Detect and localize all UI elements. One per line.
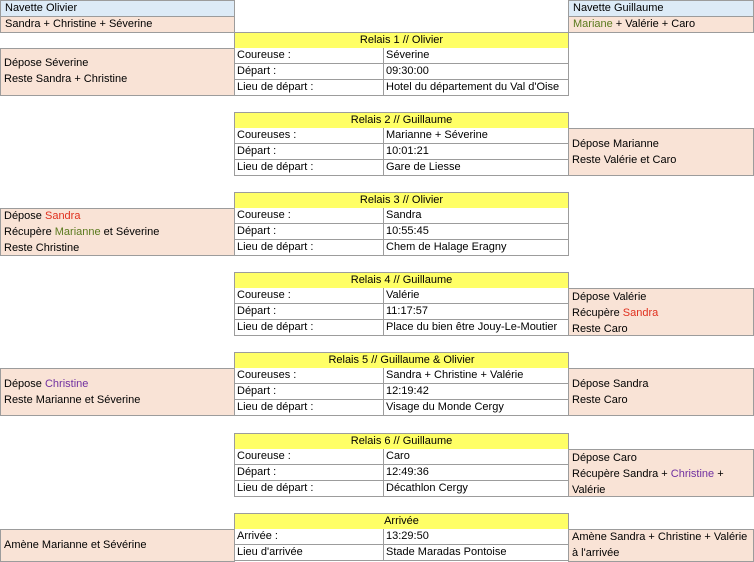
row-label: Départ : bbox=[237, 225, 277, 237]
relay-title: Relais 3 // Olivier bbox=[234, 192, 569, 209]
relay-row bbox=[234, 400, 569, 416]
relay-title: Arrivée bbox=[234, 513, 569, 530]
row-label: Coureuse : bbox=[237, 209, 291, 221]
row-value: 11:17:57 bbox=[386, 305, 429, 317]
relay-row bbox=[234, 545, 569, 561]
relay-row bbox=[234, 224, 569, 240]
column-divider bbox=[383, 288, 384, 303]
runner-marianne: Marianne bbox=[54, 226, 101, 238]
note-line: Dépose Caro bbox=[572, 452, 637, 464]
right-note-arrival bbox=[568, 529, 754, 562]
relay-title: Relais 1 // Olivier bbox=[234, 32, 569, 49]
row-value: Place du bien être Jouy-Le-Moutier bbox=[386, 321, 558, 333]
note-line: Reste Caro bbox=[572, 323, 628, 335]
note-line bbox=[572, 307, 658, 319]
shuttle-guillaume-title: Navette Guillaume bbox=[568, 0, 754, 17]
relay-row bbox=[234, 48, 569, 64]
column-divider bbox=[383, 224, 384, 239]
note-line: Reste Marianne et Séverine bbox=[4, 394, 141, 406]
note-line: à l'arrivée bbox=[572, 547, 620, 559]
row-label: Coureuse : bbox=[237, 450, 291, 462]
row-label: Lieu de départ : bbox=[237, 321, 314, 333]
row-label: Lieu d'arrivée bbox=[237, 546, 303, 558]
note-line: Dépose Valérie bbox=[572, 291, 647, 303]
note-text: Récupère bbox=[572, 307, 623, 319]
row-label: Départ : bbox=[237, 385, 277, 397]
shuttle-olivier-title: Navette Olivier bbox=[0, 0, 235, 17]
right-note-relay2 bbox=[568, 128, 754, 176]
passenger-mariane: Mariane bbox=[573, 18, 613, 30]
runner-sandra: Sandra bbox=[622, 307, 659, 319]
row-value: 10:55:45 bbox=[386, 225, 429, 237]
column-divider bbox=[383, 320, 384, 335]
column-divider bbox=[383, 128, 384, 143]
row-value: Séverine bbox=[386, 49, 430, 61]
row-value: 09:30:00 bbox=[386, 65, 429, 77]
row-value: Chem de Halage Eragny bbox=[386, 241, 507, 253]
row-label: Lieu de départ : bbox=[237, 401, 314, 413]
relay-row bbox=[234, 368, 569, 384]
relay-row bbox=[234, 465, 569, 481]
left-note-relay3 bbox=[0, 208, 235, 256]
row-label: Départ : bbox=[237, 305, 277, 317]
row-value: 10:01:21 bbox=[386, 145, 429, 157]
column-divider bbox=[383, 48, 384, 63]
note-line: Dépose Sandra bbox=[572, 378, 649, 390]
relay-row bbox=[234, 481, 569, 497]
relay-row bbox=[234, 529, 569, 545]
column-divider bbox=[383, 208, 384, 223]
note-line: Dépose Marianne bbox=[572, 138, 659, 150]
row-value: Marianne + Séverine bbox=[386, 129, 488, 141]
column-divider bbox=[383, 481, 384, 496]
note-line: Reste Caro bbox=[572, 394, 628, 406]
row-value: 12:49:36 bbox=[386, 466, 429, 478]
row-value: Sandra bbox=[386, 209, 422, 221]
note-text: Récupère Sandra + bbox=[572, 468, 671, 480]
note-text: Dépose bbox=[4, 210, 45, 222]
note-text: et Séverine bbox=[100, 226, 160, 238]
note-text: Récupère bbox=[4, 226, 55, 238]
left-note-relay1 bbox=[0, 48, 235, 96]
runner-christine: Christine bbox=[44, 378, 89, 390]
note-line bbox=[4, 226, 159, 238]
row-value: Valérie bbox=[386, 289, 420, 301]
note-line: Reste Valérie et Caro bbox=[572, 154, 677, 166]
column-divider bbox=[383, 64, 384, 79]
relay-row bbox=[234, 64, 569, 80]
relay-row bbox=[234, 304, 569, 320]
column-divider bbox=[383, 80, 384, 95]
shuttle-guillaume-passengers bbox=[568, 16, 754, 33]
column-divider bbox=[383, 449, 384, 464]
relay-row bbox=[234, 288, 569, 304]
row-label: Lieu de départ : bbox=[237, 482, 314, 494]
row-label: Coureuse : bbox=[237, 49, 291, 61]
note-line: Amène Marianne et Sévérine bbox=[4, 539, 147, 551]
column-divider bbox=[383, 529, 384, 544]
relay-row bbox=[234, 320, 569, 336]
row-label: Coureuses : bbox=[237, 369, 297, 381]
row-value: Stade Maradas Pontoise bbox=[386, 546, 507, 558]
shuttle-olivier-passengers: Sandra + Christine + Séverine bbox=[0, 16, 235, 33]
note-line bbox=[572, 468, 724, 480]
note-text: + bbox=[714, 468, 724, 480]
column-divider bbox=[383, 160, 384, 175]
relay-row bbox=[234, 144, 569, 160]
relay-title: Relais 6 // Guillaume bbox=[234, 433, 569, 450]
left-note-relay5 bbox=[0, 368, 235, 416]
right-note-relay5 bbox=[568, 368, 754, 416]
relay-row bbox=[234, 240, 569, 256]
relay-title: Relais 5 // Guillaume & Olivier bbox=[234, 352, 569, 369]
column-divider bbox=[383, 465, 384, 480]
row-label: Départ : bbox=[237, 145, 277, 157]
note-line bbox=[4, 378, 88, 390]
relay-row bbox=[234, 128, 569, 144]
column-divider bbox=[383, 368, 384, 383]
column-divider bbox=[383, 144, 384, 159]
relay-row bbox=[234, 208, 569, 224]
row-value: Caro bbox=[386, 450, 410, 462]
row-label: Départ : bbox=[237, 466, 277, 478]
column-divider bbox=[383, 400, 384, 415]
column-divider bbox=[383, 545, 384, 560]
relay-row bbox=[234, 449, 569, 465]
row-value: Gare de Liesse bbox=[386, 161, 461, 173]
row-value: Hotel du département du Val d'Oise bbox=[386, 81, 560, 93]
note-line: Reste Christine bbox=[4, 242, 80, 254]
note-text: Dépose bbox=[4, 378, 45, 390]
runner-sandra: Sandra bbox=[44, 210, 81, 222]
row-label: Coureuse : bbox=[237, 289, 291, 301]
note-line: Amène Sandra + Christine + Valérie bbox=[572, 531, 748, 543]
note-line bbox=[4, 210, 80, 222]
row-label: Lieu de départ : bbox=[237, 161, 314, 173]
row-value: Décathlon Cergy bbox=[386, 482, 468, 494]
left-note-arrival bbox=[0, 529, 235, 562]
relay-row bbox=[234, 80, 569, 96]
relay-title: Relais 2 // Guillaume bbox=[234, 112, 569, 129]
column-divider bbox=[383, 384, 384, 399]
row-label: Arrivée : bbox=[237, 530, 278, 542]
row-value: Sandra + Christine + Valérie bbox=[386, 369, 524, 381]
row-label: Coureuses : bbox=[237, 129, 297, 141]
right-note-relay6 bbox=[568, 449, 754, 497]
column-divider bbox=[383, 240, 384, 255]
column-divider bbox=[383, 304, 384, 319]
row-value: 12:19:42 bbox=[386, 385, 429, 397]
passenger-rest: + Valérie + Caro bbox=[612, 18, 696, 30]
relay-row bbox=[234, 160, 569, 176]
note-line: Reste Sandra + Christine bbox=[4, 73, 128, 85]
relay-title: Relais 4 // Guillaume bbox=[234, 272, 569, 289]
row-label: Lieu de départ : bbox=[237, 241, 314, 253]
row-label: Départ : bbox=[237, 65, 277, 77]
note-line: Dépose Séverine bbox=[4, 57, 89, 69]
runner-christine: Christine bbox=[670, 468, 715, 480]
row-label: Lieu de départ : bbox=[237, 81, 314, 93]
right-note-relay4 bbox=[568, 288, 754, 336]
row-value: Visage du Monde Cergy bbox=[386, 401, 504, 413]
note-line: Valérie bbox=[572, 484, 606, 496]
row-value: 13:29:50 bbox=[386, 530, 429, 542]
relay-row bbox=[234, 384, 569, 400]
